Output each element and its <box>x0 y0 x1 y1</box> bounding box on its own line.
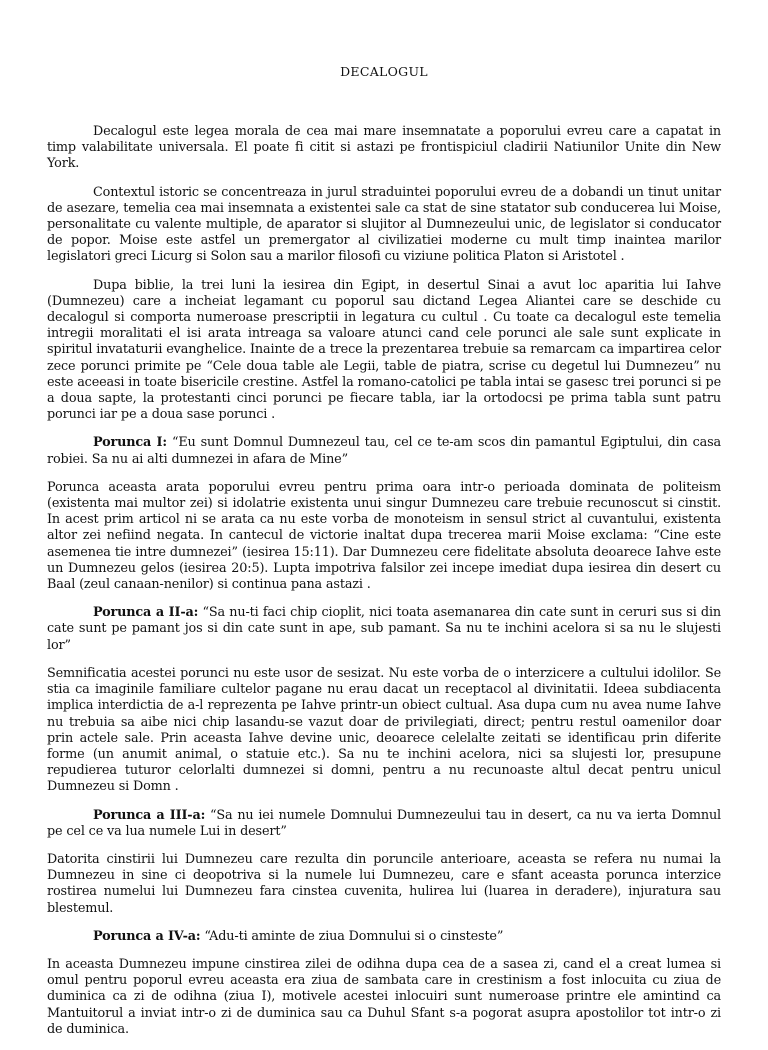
commandment-label: Porunca a IV-a: <box>93 928 201 944</box>
commandment-heading <box>47 808 721 840</box>
paragraph: Contextul istoric se concentreaza in jurul straduintei poporului evreu de a dobandi un tinut unitar de asezare, temelia cea mai insemnata a existentei sale ca stat de sine statator sub conducerea lui Moise, personalitate cu valente multiple, de aparator si slujitor al Dumnezeului unic, de legislator si conducator de popor. Moise este astfel un premergator al civilizatiei moderne cu mult timp inaintea marilor legislatori greci Licurg si Solon sau a marilor filosofi cu viziune politica Platon si Aristotel . <box>47 184 721 265</box>
document-title: DECALOGUL <box>340 64 428 79</box>
commandment-text: “Adu-ti aminte de ziua Domnului si o cinsteste” <box>200 928 504 944</box>
commandment-label: Porunca a III-a: <box>93 807 206 823</box>
paragraph: In aceasta Dumnezeu impune cinstirea zilei de odihna dupa cea de a sasea zi, cand el a creat lumea si omul pentru poporul evreu aceasta era ziua de sambata care in crestinism a fost inlocuita cu ziua de duminica ca zi de odihna (ziua I), motivele acestei inlocuiri sunt numeroase printre ele amintind ca Mantuitorul a inviat intr-o zi de duminica sau ca Duhul Sfant s-a pogorat asupra apostolilor tot intr-o zi de duminica. <box>47 956 721 1037</box>
commandment-label: Porunca a II-a: <box>93 605 199 621</box>
commandment-heading <box>47 605 721 654</box>
commandment-label: Porunca I: <box>93 435 167 451</box>
commandment-heading <box>47 929 721 945</box>
document-body <box>47 124 721 1050</box>
commandment-heading <box>47 435 721 467</box>
paragraph: Datorita cinstirii lui Dumnezeu care rezulta din poruncile anterioare, aceasta se refera nu numai la Dumnezeu in sine ci deopotriva si la numele lui Dumnezeu, care e sfant aceasta porunca interzice rostirea numelui lui Dumnezeu fara cinstea cuvenita, hulirea lui (luarea in deradere), injuratura sau blestemul. <box>47 851 721 916</box>
paragraph: Dupa biblie, la trei luni la iesirea din Egipt, in desertul Sinai a avut loc aparitia lui Iahve (Dumnezeu) care a incheiat legamant cu poporul sau dictand Legea Aliantei care se deschide cu decalogul si comporta numeroase prescriptii in legatura cu cultul . Cu toate ca decalogul este temelia intregii moralitati el isi arata intreaga sa valoare atunci cand cele porunci ale sale sunt explicate in spiritul invataturii evanghelice. Inainte de a trece la prezentarea trebuie sa remarcam ca impartirea celor zece porunci primite pe “Cele doua table ale Legii, table de piatra, scrise cu degetul lui Dumnezeu” nu este aceeasi in toate bisericile crestine. Astfel la romano-catolici pe tabla intai se gasesc trei porunci si pe a doua sapte, la protestanti cinci porunci pe fiecare tabla, iar la ortodocsi pe prima tabla sunt patru porunci iar pe a doua sase porunci . <box>47 277 721 423</box>
paragraph: Porunca aceasta arata poporului evreu pentru prima oara intr-o perioada dominata de politeism (existenta mai multor zei) si idolatrie existenta unui singur Dumnezeu care trebuie recunoscut si cinstit. In acest prim articol ni se arata ca nu este vorba de monoteism in sensul strict al cuvantului, existenta altor zei nefiind negata. In cantecul de victorie inaltat dupa trecerea marii Moise exclama: “Cine este asemenea tie intre dumnezei” (iesirea 15:11). Dar Dumnezeu cere fidelitate absoluta deoarece Iahve este un Dumnezeu gelos (iesirea 20:5). Lupta impotriva falsilor zei incepe imediat dupa iesirea din desert cu Baal (zeul canaan-nenilor) si continua pana astazi . <box>47 479 721 593</box>
paragraph: Decalogul este legea morala de cea mai mare insemnatate a poporului evreu care a capatat in timp valabilitate universala. El poate fi citit si astazi pe frontispiciul cladirii Natiunilor Unite din New York. <box>47 124 721 172</box>
commandment-text: “Sa nu iei numele Domnului Dumnezeului tau in desert, ca nu va ierta Domnul pe cel ce va lua numele Lui in desert” <box>47 807 721 839</box>
paragraph: Semnificatia acestei porunci nu este usor de sesizat. Nu este vorba de o interzicere a cultului idolilor. Se stia ca imaginile familiare cultelor pagane nu erau dacat un receptacol al divinitatii. Ideea subdiacenta implica interdictia de a-l reprezenta pe Iahve printr-un obiect cultual. Asa dupa cum nu avea nume Iahve nu trebuia sa aibe nici chip lasandu-se vazut doar de privilegiati, direct; pentru restul oamenilor doar prin actele sale. Prin aceasta Iahve devine unic, deoarece celelalte zeitati se identificau prin diferite forme (un anumit animal, o statuie etc.). Sa nu te inchini acelora, nici sa slujesti lor, presupune repudierea tuturor celorlalti dumnezei si domni, pentru a nu recunoaste altul decat pentru unicul Dumnezeu si Domn . <box>47 665 721 795</box>
commandment-text: “Eu sunt Domnul Dumnezeul tau, cel ce te-am scos din pamantul Egiptului, din casa robiei. Sa nu ai alti dumnezei in afara de Mine” <box>47 435 721 467</box>
commandment-text: “Sa nu-ti faci chip cioplit, nici toata asemanarea din cate sunt in ceruri sus si din cate sunt pe pamant jos si din cate sunt in ape, sub pamant. Sa nu te inchini acelora si sa nu le slujesti lor” <box>47 605 721 653</box>
